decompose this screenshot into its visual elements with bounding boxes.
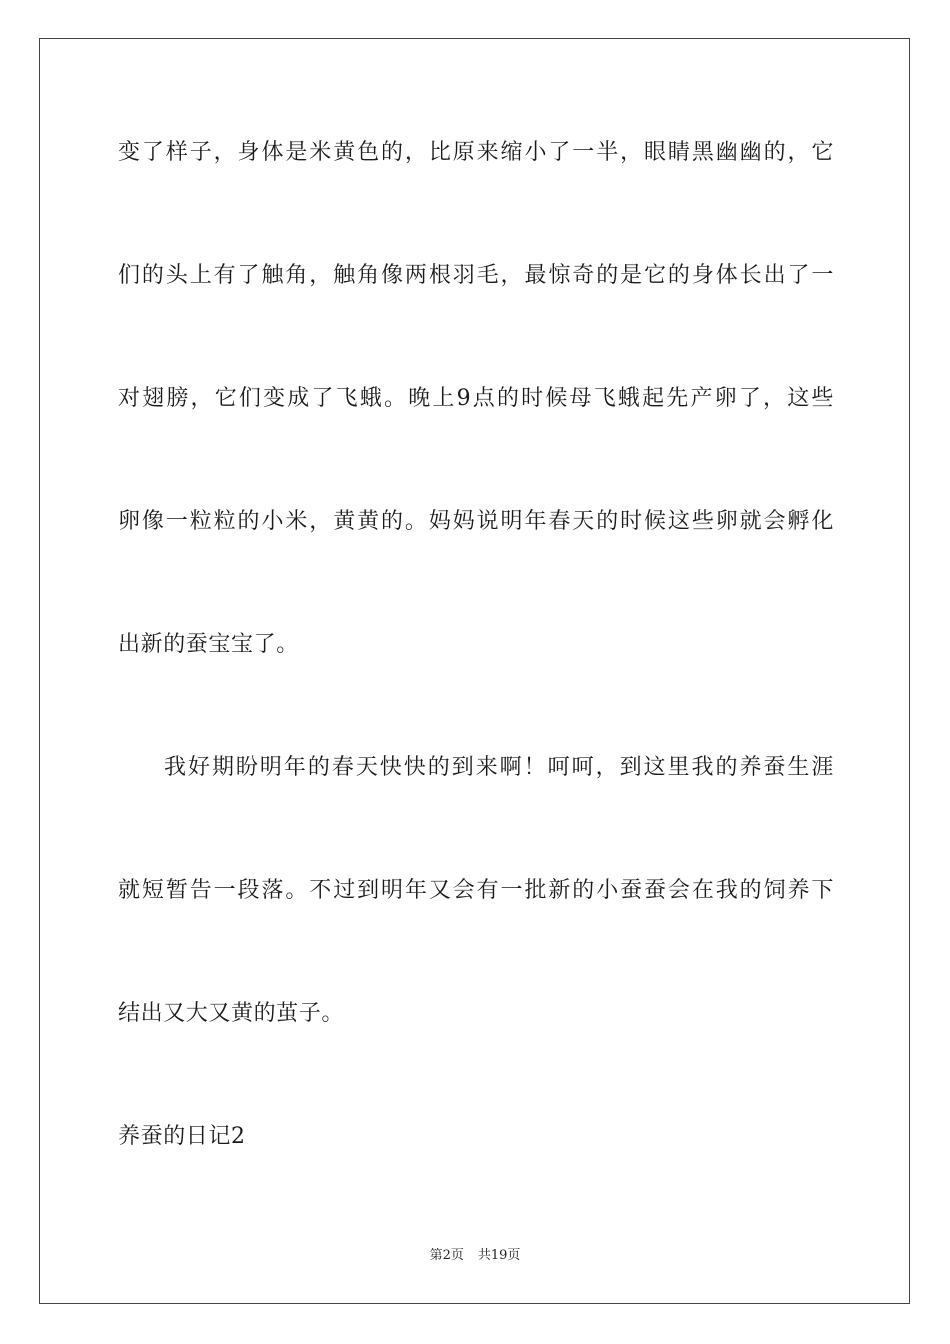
page-total: 共19页 — [477, 1248, 521, 1263]
paragraph-line-5: 出新的蚕宝宝了。 — [118, 632, 299, 657]
page-number: 第2页 — [429, 1248, 464, 1263]
page-footer — [0, 1247, 950, 1265]
paragraph-line-6: 我好期盼明年的春天快快的到来啊！呵呵，到这里我的养蚕生涯 — [164, 755, 834, 780]
paragraph-line-4: 卵像一粒粒的小米，黄黄的。妈妈说明年春天的时候这些卵就会孵化 — [118, 509, 834, 534]
paragraph-line-3: 对翅膀，它们变成了飞蛾。晚上9点的时候母飞蛾起先产卵了，这些 — [118, 386, 834, 411]
page-border — [39, 38, 910, 1304]
paragraph-line-7: 就短暂告一段落。不过到明年又会有一批新的小蚕蚕会在我的饲养下 — [118, 878, 834, 903]
paragraph-line-1: 变了样子，身体是米黄色的，比原来缩小了一半，眼睛黑幽幽的，它 — [118, 140, 834, 165]
paragraph-line-2: 们的头上有了触角，触角像两根羽毛，最惊奇的是它的身体长出了一 — [118, 263, 834, 288]
section-heading: 养蚕的日记2 — [118, 1124, 246, 1149]
paragraph-line-8: 结出又大又黄的茧子。 — [118, 1001, 345, 1026]
